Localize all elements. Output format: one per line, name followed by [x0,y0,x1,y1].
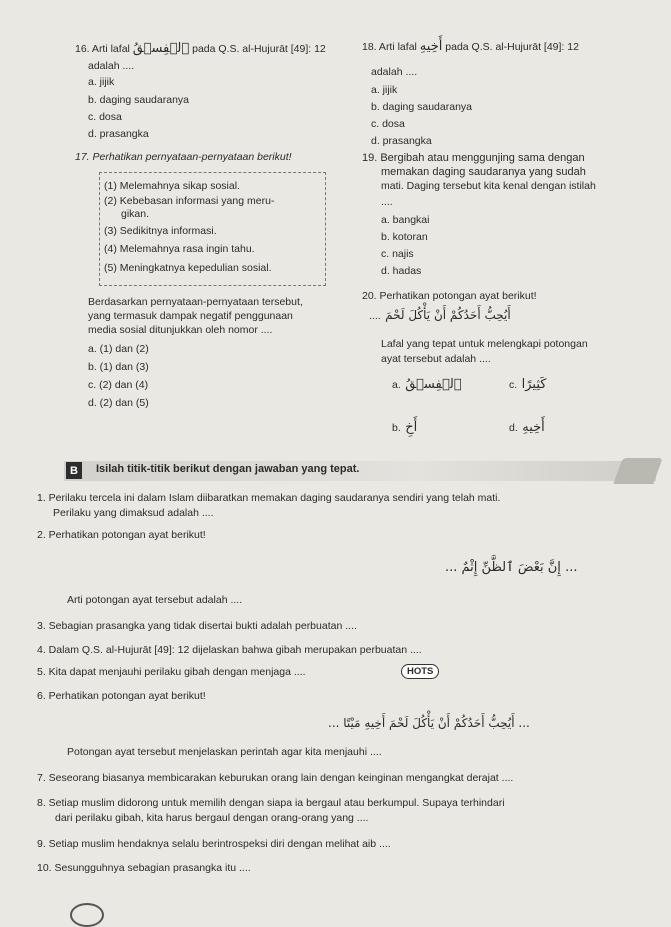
q19-option-a[interactable]: a. bangkai [381,214,430,226]
q16-option-d[interactable]: d. prasangka [88,128,149,140]
q17-option-d[interactable]: d. (2) dan (5) [88,397,149,409]
q16-option-b[interactable]: b. daging saudaranya [88,94,189,106]
q18-option-b[interactable]: b. daging saudaranya [371,101,472,113]
essay-1-line-2: Perilaku yang dimaksud adalah .... [53,507,214,519]
q18-option-a[interactable]: a. jijik [371,84,398,96]
q17-option-b[interactable]: b. (1) dan (3) [88,361,149,373]
q19-option-d[interactable]: d. hadas [381,265,422,277]
essay-2: 2. Perhatikan potongan ayat berikut! [37,529,206,541]
q19-option-c[interactable]: c. najis [381,248,414,260]
q17-body-1: Berdasarkan pernyataan-pernyataan tersebut, [88,296,303,308]
q20-option-c[interactable]: c. كَثِيرًا [509,377,547,392]
q20-option-d[interactable]: d. أَخِيهِ [509,420,545,435]
q17-statement-2: (2) Kebebasan informasi yang meru- [104,195,275,207]
q17-statement-3: (3) Sedikitnya informasi. [104,225,217,237]
q18-arabic: أَخِيهِ [419,39,443,54]
essay-6-ayat: ... أَيُحِبُّ أَحَدُكُمْ أَنْ يَأْكُلَ لَحْمَ أَخِيهِ مَيْتًا ... [328,716,530,730]
q19-stem-2: memakan daging saudaranya yang sudah [381,166,586,178]
essay-1-line-1: 1. Perilaku tercela ini dalam Islam diibaratkan memakan daging saudaranya sendiri yang telah mati. [37,492,501,504]
essay-10: 10. Sesungguhnya sebagian prasangka itu .... [37,862,251,874]
essay-7: 7. Seseorang biasanya membicarakan keburukan orang lain dengan keinginan mengangkat derajat .... [37,772,514,784]
essay-8-line-1: 8. Setiap muslim didorong untuk memilih dengan siapa ia bergaul atau berkumpul. Supaya terhindari [37,797,505,809]
q17-statement-5: (5) Meningkatnya kepedulian sosial. [104,262,272,274]
essay-8-line-2: dari perilaku gibah, kita harus bergaul dengan orang-orang yang .... [55,812,369,824]
q17-body-3: media sosial ditunjukkan oleh nomor .... [88,324,273,336]
q16-option-a[interactable]: a. jijik [88,76,115,88]
q19-stem-1: 19. Bergibah atau menggunjing sama dengan [362,152,585,164]
section-b-badge: B [66,462,82,479]
essay-6-after: Potongan ayat tersebut menjelaskan perintah agar kita menjauhi .... [67,746,382,758]
q20-stem: 20. Perhatikan potongan ayat berikut! [362,290,537,302]
page-number-circle [70,903,104,927]
q20-body-1: Lafal yang tepat untuk melengkapi potongan [381,338,588,350]
hots-badge: HOTS [401,664,439,679]
essay-9: 9. Setiap muslim hendaknya selalu berintrospeksi diri dengan melihat aib .... [37,838,391,850]
q17-body-2: yang termasuk dampak negatif penggunaan [88,310,293,322]
q17-option-c[interactable]: c. (2) dan (4) [88,379,149,391]
essay-4: 4. Dalam Q.S. al-Hujurāt [49]: 12 dijelaskan bahwa gibah merupakan perbuatan .... [37,644,422,656]
q20-ayat: .... أَيُحِبُّ أَحَدُكُمْ أَنْ يَأْكُلَ لَحْمَ [369,308,511,322]
q19-option-b[interactable]: b. kotoran [381,231,428,243]
q18-stem: 18. Arti lafal أَخِيهِ pada Q.S. al-Hujurāt [49]: 12 [362,39,579,54]
q19-stem-3: mati. Daging tersebut kita kenal dengan istilah [381,180,596,192]
q18-stem-end: adalah .... [371,66,418,78]
q17-statement-1: (1) Melemahnya sikap sosial. [104,180,240,192]
q18-option-d[interactable]: d. prasangka [371,135,432,147]
q17-statement-4: (4) Melemahnya rasa ingin tahu. [104,243,255,255]
section-b-title: Isilah titik-titik berikut dengan jawaban yang tepat. [96,463,360,475]
q16-arabic: ٱلۡفِسۡقُ [132,41,190,56]
q17-stem: 17. Perhatikan pernyataan-pernyataan berikut! [75,151,292,163]
q20-body-2: ayat tersebut adalah .... [381,353,491,365]
q16-stem-end: adalah .... [88,60,135,72]
q16-option-c[interactable]: c. dosa [88,111,122,123]
q17-statement-2-cont: gikan. [121,208,150,220]
q17-option-a[interactable]: a. (1) dan (2) [88,343,149,355]
q18-option-c[interactable]: c. dosa [371,118,405,130]
essay-5: 5. Kita dapat menjauhi perilaku gibah dengan menjaga .... [37,666,306,678]
q20-option-a[interactable]: a. ٱلۡفِسۡقُ [392,377,462,392]
q16-stem: 16. Arti lafal ٱلۡفِسۡقُ pada Q.S. al-Hujurāt [49]: 12 [75,41,326,56]
q19-stem-4: .... [381,196,393,208]
essay-2-ayat: ... إِنَّ بَعْضَ ٱلظَّنِّ إِثْمٌ ... [445,560,578,575]
essay-2-after: Arti potongan ayat tersebut adalah .... [67,594,243,606]
essay-6: 6. Perhatikan potongan ayat berikut! [37,690,206,702]
essay-3: 3. Sebagian prasangka yang tidak disertai bukti adalah perbuatan .... [37,620,357,632]
q20-option-b[interactable]: b. أَخِ [392,420,418,435]
